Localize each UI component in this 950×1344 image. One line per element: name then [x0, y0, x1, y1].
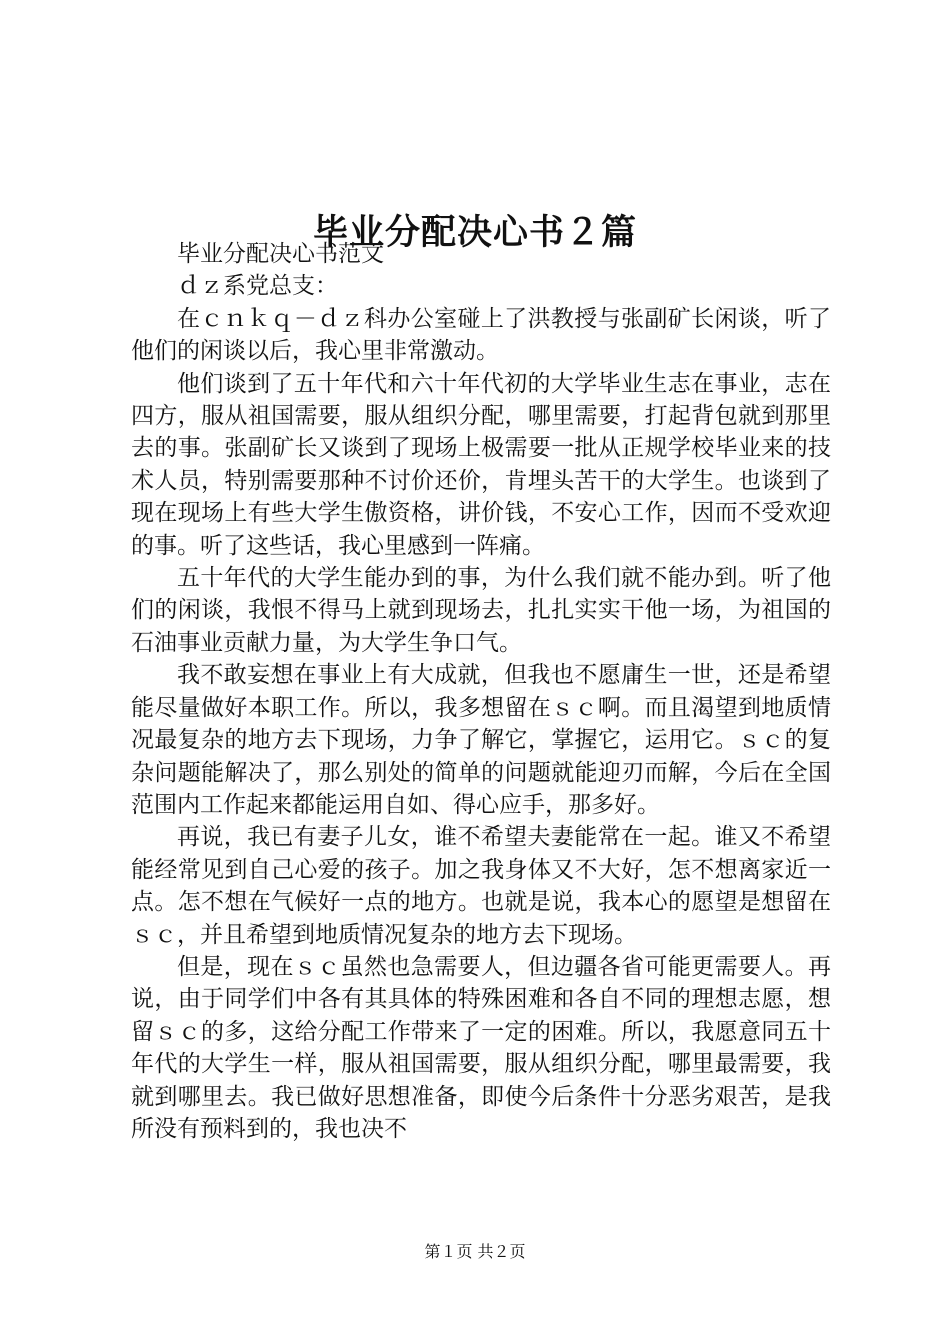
paragraph-salutation: ｄｚ系党总支： [177, 273, 338, 300]
paragraph: 我不敢妄想在事业上有大成就，但我也不愿庸生一世，还是希望能尽量做好本职工作。所以，我多想留在ｓｃ啊。而且渴望到地质情况最复杂的地方去下现场，力争了解它，掌握它，运用它。ｓｃ的复杂问题能解决了，那么别处的简单的问题就能迎刃而解，今后在全国范围内工作起来都能运用自如、得心应手，那多好。 [131, 662, 831, 818]
paragraph: 在ｃｎｋｑ－ｄｚ科办公室碰上了洪教授与张副矿长闲谈，听了他们的闲谈以后，我心里非常激动。 [131, 305, 831, 365]
paragraph: 再说，我已有妻子儿女，谁不希望夫妻能常在一起。谁又不希望能经常见到自己心爱的孩子。加之我身体又不大好，怎不想离家近一点。怎不想在气候好一点的地方。也就是说，我本心的愿望是想留在ｓｃ，并且希望到地质情况复杂的地方去下现场。 [131, 824, 831, 948]
document-body [131, 238, 831, 1145]
paragraph-subtitle: 毕业分配决心书范文 [177, 241, 384, 267]
paragraph: 五十年代的大学生能办到的事，为什么我们就不能办到。听了他们的闲谈，我恨不得马上就到现场去，扎扎实实干他一场，为祖国的石油事业贡献力量，为大学生争口气。 [131, 565, 831, 656]
paragraph: 他们谈到了五十年代和六十年代初的大学毕业生志在事业，志在四方，服从祖国需要，服从组织分配，哪里需要，打起背包就到那里去的事。张副矿长又谈到了现场上极需要一批从正规学校毕业来的技术人员，特别需要那种不讨价还价，肯埋头苦干的大学生。也谈到了现在现场上有些大学生傲资格，讲价钱，不安心工作，因而不受欢迎的事。听了这些话，我心里感到一阵痛。 [131, 370, 831, 559]
page-number-footer: 第１页 共２页 [424, 1242, 526, 1261]
paragraph: 但是，现在ｓｃ虽然也急需要人，但边疆各省可能更需要人。再说，由于同学们中各有其具体的特殊困难和各自不同的理想志愿，想留ｓｃ的多，这给分配工作带来了一定的困难。所以，我愿意同五十年代的大学生一样，服从祖国需要，服从组织分配，哪里最需要，我就到哪里去。我已做好思想准备，即使今后条件十分恶劣艰苦，是我所没有预料到的，我也决不 [131, 953, 831, 1142]
document-title: 毕业分配决心书２篇 [312, 212, 637, 254]
